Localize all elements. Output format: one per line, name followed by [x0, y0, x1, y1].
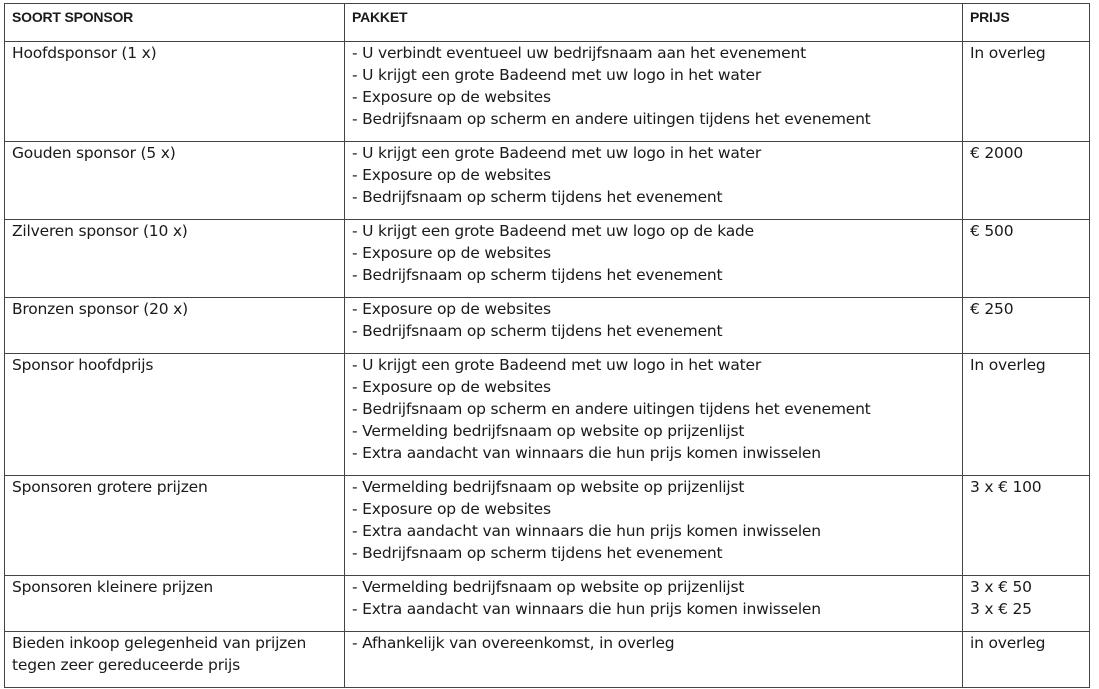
package-item: - U krijgt een grote Badeend met uw logo in het water — [352, 356, 762, 374]
package-item: - Bedrijfsnaam op scherm en andere uitingen tijdens het evenement — [352, 110, 871, 128]
package-item: - Exposure op de websites — [352, 244, 551, 262]
package-item: - Exposure op de websites — [352, 88, 551, 106]
header-package: PAKKET — [345, 4, 963, 42]
package-item: - Afhankelijk van overeenkomst, in overleg — [352, 634, 675, 652]
price-text: € 2000 — [970, 144, 1024, 162]
package-item: - U krijgt een grote Badeend met uw logo in het water — [352, 144, 762, 162]
package-item: - Bedrijfsnaam op scherm tijdens het evenement — [352, 322, 723, 340]
sponsor-type-cell — [5, 632, 345, 688]
package-cell — [345, 298, 963, 354]
table-row — [5, 576, 1090, 632]
package-item: - Extra aandacht van winnaars die hun prijs komen inwisselen — [352, 600, 821, 618]
table-row — [5, 632, 1090, 688]
price-text: € 250 — [970, 300, 1014, 318]
sponsor-type-text: Sponsoren grotere prijzen — [12, 478, 208, 496]
package-item: - Exposure op de websites — [352, 378, 551, 396]
sponsor-type-cell — [5, 142, 345, 220]
package-cell — [345, 220, 963, 298]
sponsor-table — [4, 3, 1090, 688]
sponsor-type-text: Sponsoren kleinere prijzen — [12, 578, 213, 596]
package-item: - U krijgt een grote Badeend met uw logo in het water — [352, 66, 762, 84]
package-item: - Exposure op de websites — [352, 300, 551, 318]
package-item: - Bedrijfsnaam op scherm en andere uitingen tijdens het evenement — [352, 400, 871, 418]
sponsor-type-cell — [5, 298, 345, 354]
table-row — [5, 476, 1090, 576]
price-text: 3 x € 25 — [970, 600, 1032, 618]
sponsor-type-cell — [5, 576, 345, 632]
package-item: - Extra aandacht van winnaars die hun prijs komen inwisselen — [352, 444, 821, 462]
header-row — [5, 4, 1090, 42]
price-cell — [963, 298, 1090, 354]
package-cell — [345, 576, 963, 632]
price-text: 3 x € 50 — [970, 578, 1032, 596]
price-cell — [963, 476, 1090, 576]
package-item: - Exposure op de websites — [352, 500, 551, 518]
package-item: - Exposure op de websites — [352, 166, 551, 184]
package-item: - Bedrijfsnaam op scherm tijdens het evenement — [352, 266, 723, 284]
table-row — [5, 354, 1090, 476]
sponsor-type-text: Bronzen sponsor (20 x) — [12, 300, 188, 318]
package-cell — [345, 632, 963, 688]
package-cell — [345, 354, 963, 476]
package-item: - Vermelding bedrijfsnaam op website op prijzenlijst — [352, 422, 745, 440]
package-cell — [345, 476, 963, 576]
table-header — [5, 4, 1090, 42]
sponsor-type-text: Zilveren sponsor (10 x) — [12, 222, 188, 240]
sponsor-type-text: Hoofdsponsor (1 x) — [12, 44, 157, 62]
sponsor-type-text: Bieden inkoop gelegenheid van prijzen — [12, 634, 307, 652]
price-cell — [963, 220, 1090, 298]
price-cell — [963, 142, 1090, 220]
table-row — [5, 142, 1090, 220]
table-row — [5, 220, 1090, 298]
package-item: - Bedrijfsnaam op scherm tijdens het evenement — [352, 544, 723, 562]
price-text: 3 x € 100 — [970, 478, 1042, 496]
price-text: in overleg — [970, 634, 1046, 652]
package-item: - Vermelding bedrijfsnaam op website op prijzenlijst — [352, 478, 745, 496]
package-cell — [345, 142, 963, 220]
sponsor-type-text: tegen zeer gereduceerde prijs — [12, 656, 240, 674]
price-text: In overleg — [970, 356, 1046, 374]
sponsor-type-cell — [5, 354, 345, 476]
price-cell — [963, 42, 1090, 142]
price-cell — [963, 632, 1090, 688]
sponsor-type-text: Gouden sponsor (5 x) — [12, 144, 176, 162]
package-item: - Extra aandacht van winnaars die hun prijs komen inwisselen — [352, 522, 821, 540]
header-sponsor-type: SOORT SPONSOR — [5, 4, 345, 42]
price-text: In overleg — [970, 44, 1046, 62]
sponsor-type-cell — [5, 220, 345, 298]
package-item: - Vermelding bedrijfsnaam op website op prijzenlijst — [352, 578, 745, 596]
package-item: - U verbindt eventueel uw bedrijfsnaam aan het evenement — [352, 44, 807, 62]
price-cell — [963, 576, 1090, 632]
table-body — [5, 42, 1090, 688]
package-item: - U krijgt een grote Badeend met uw logo op de kade — [352, 222, 754, 240]
header-price: PRIJS — [963, 4, 1090, 42]
table-row — [5, 298, 1090, 354]
sponsor-type-cell — [5, 476, 345, 576]
package-cell — [345, 42, 963, 142]
table-row — [5, 42, 1090, 142]
price-text: € 500 — [970, 222, 1014, 240]
sponsor-type-text: Sponsor hoofdprijs — [12, 356, 154, 374]
sponsor-type-cell — [5, 42, 345, 142]
package-item: - Bedrijfsnaam op scherm tijdens het evenement — [352, 188, 723, 206]
price-cell — [963, 354, 1090, 476]
